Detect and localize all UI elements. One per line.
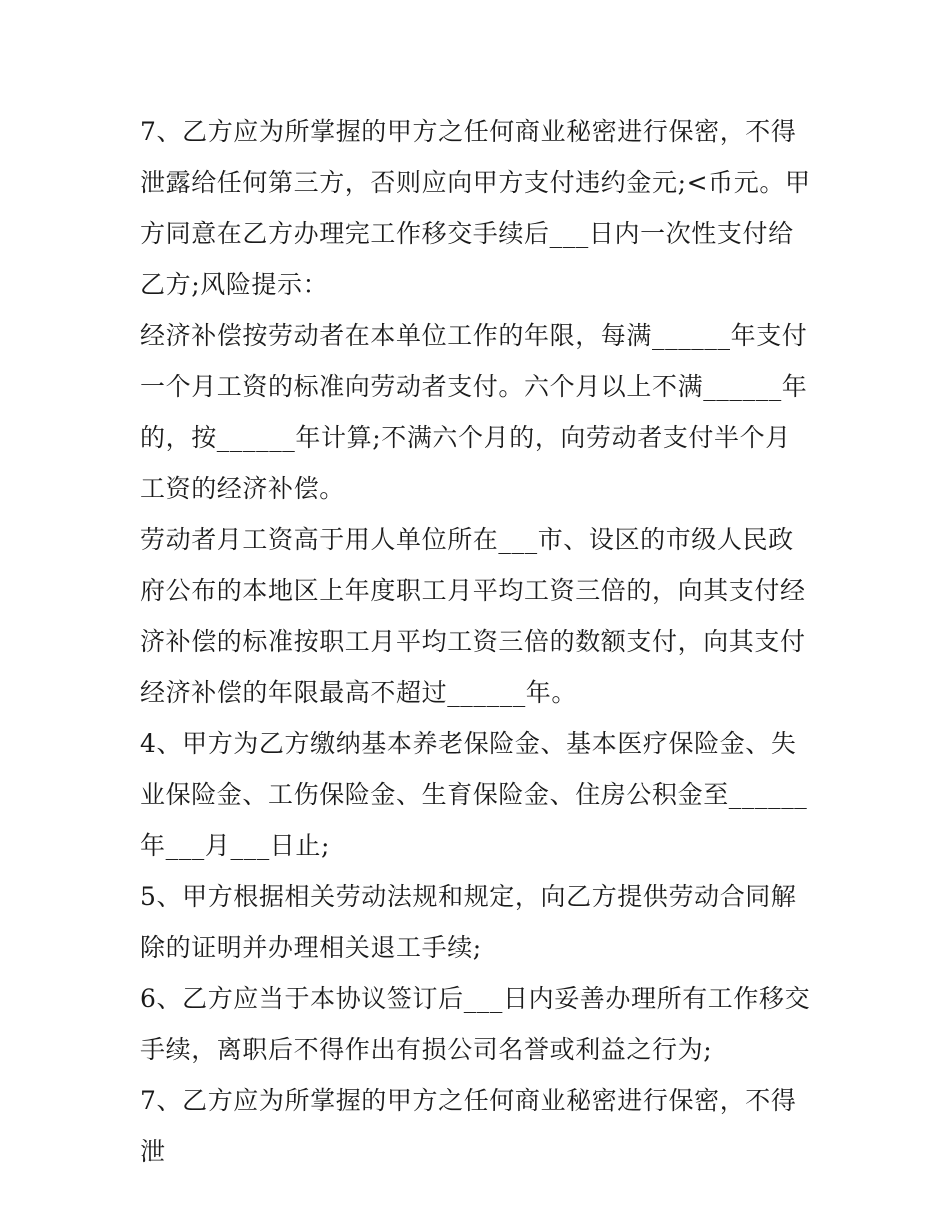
paragraph-high-wage-compensation: 劳动者月工资高于用人单位所在___市、设区的市级人民政府公布的本地区上年度职工月平均工资三倍的，向其支付经济补偿的标准按职工月平均工资三倍的数额支付，向其支付经济补偿的年限最高不超过______年。 (140, 525, 806, 707)
paragraph-social-insurance: 4、甲方为乙方缴纳基本养老保险金、基本医疗保险金、失业保险金、工伤保险金、生育保险金、住房公积金至______年___月___日止; (140, 729, 808, 860)
paragraph-handover-procedures: 6、乙方应当于本协议签订后___日内妥善办理所有工作移交手续，离职后不得作出有损公司名誉或利益之行为; (140, 984, 811, 1064)
paragraph-confidentiality-clause: 7、乙方应为所掌握的甲方之任何商业秘密进行保密，不得泄露给任何第三方，否则应向甲方支付违约金元;<币元。甲方同意在乙方办理完工作移交手续后___日内一次性支付给乙方;风险提示： (140, 117, 811, 299)
document-body (140, 106, 812, 1177)
paragraph-termination-certificate: 5、甲方根据相关劳动法规和规定，向乙方提供劳动合同解除的证明并办理相关退工手续; (140, 882, 797, 962)
paragraph-economic-compensation: 经济补偿按劳动者在本单位工作的年限，每满______年支付一个月工资的标准向劳动者支付。六个月以上不满______年的，按______年计算;不满六个月的，向劳动者支付半个月工资的经济补偿。 (140, 321, 808, 503)
paragraph-confidentiality-clause-repeat: 7、乙方应为所掌握的甲方之任何商业秘密进行保密，不得泄 (140, 1086, 797, 1166)
